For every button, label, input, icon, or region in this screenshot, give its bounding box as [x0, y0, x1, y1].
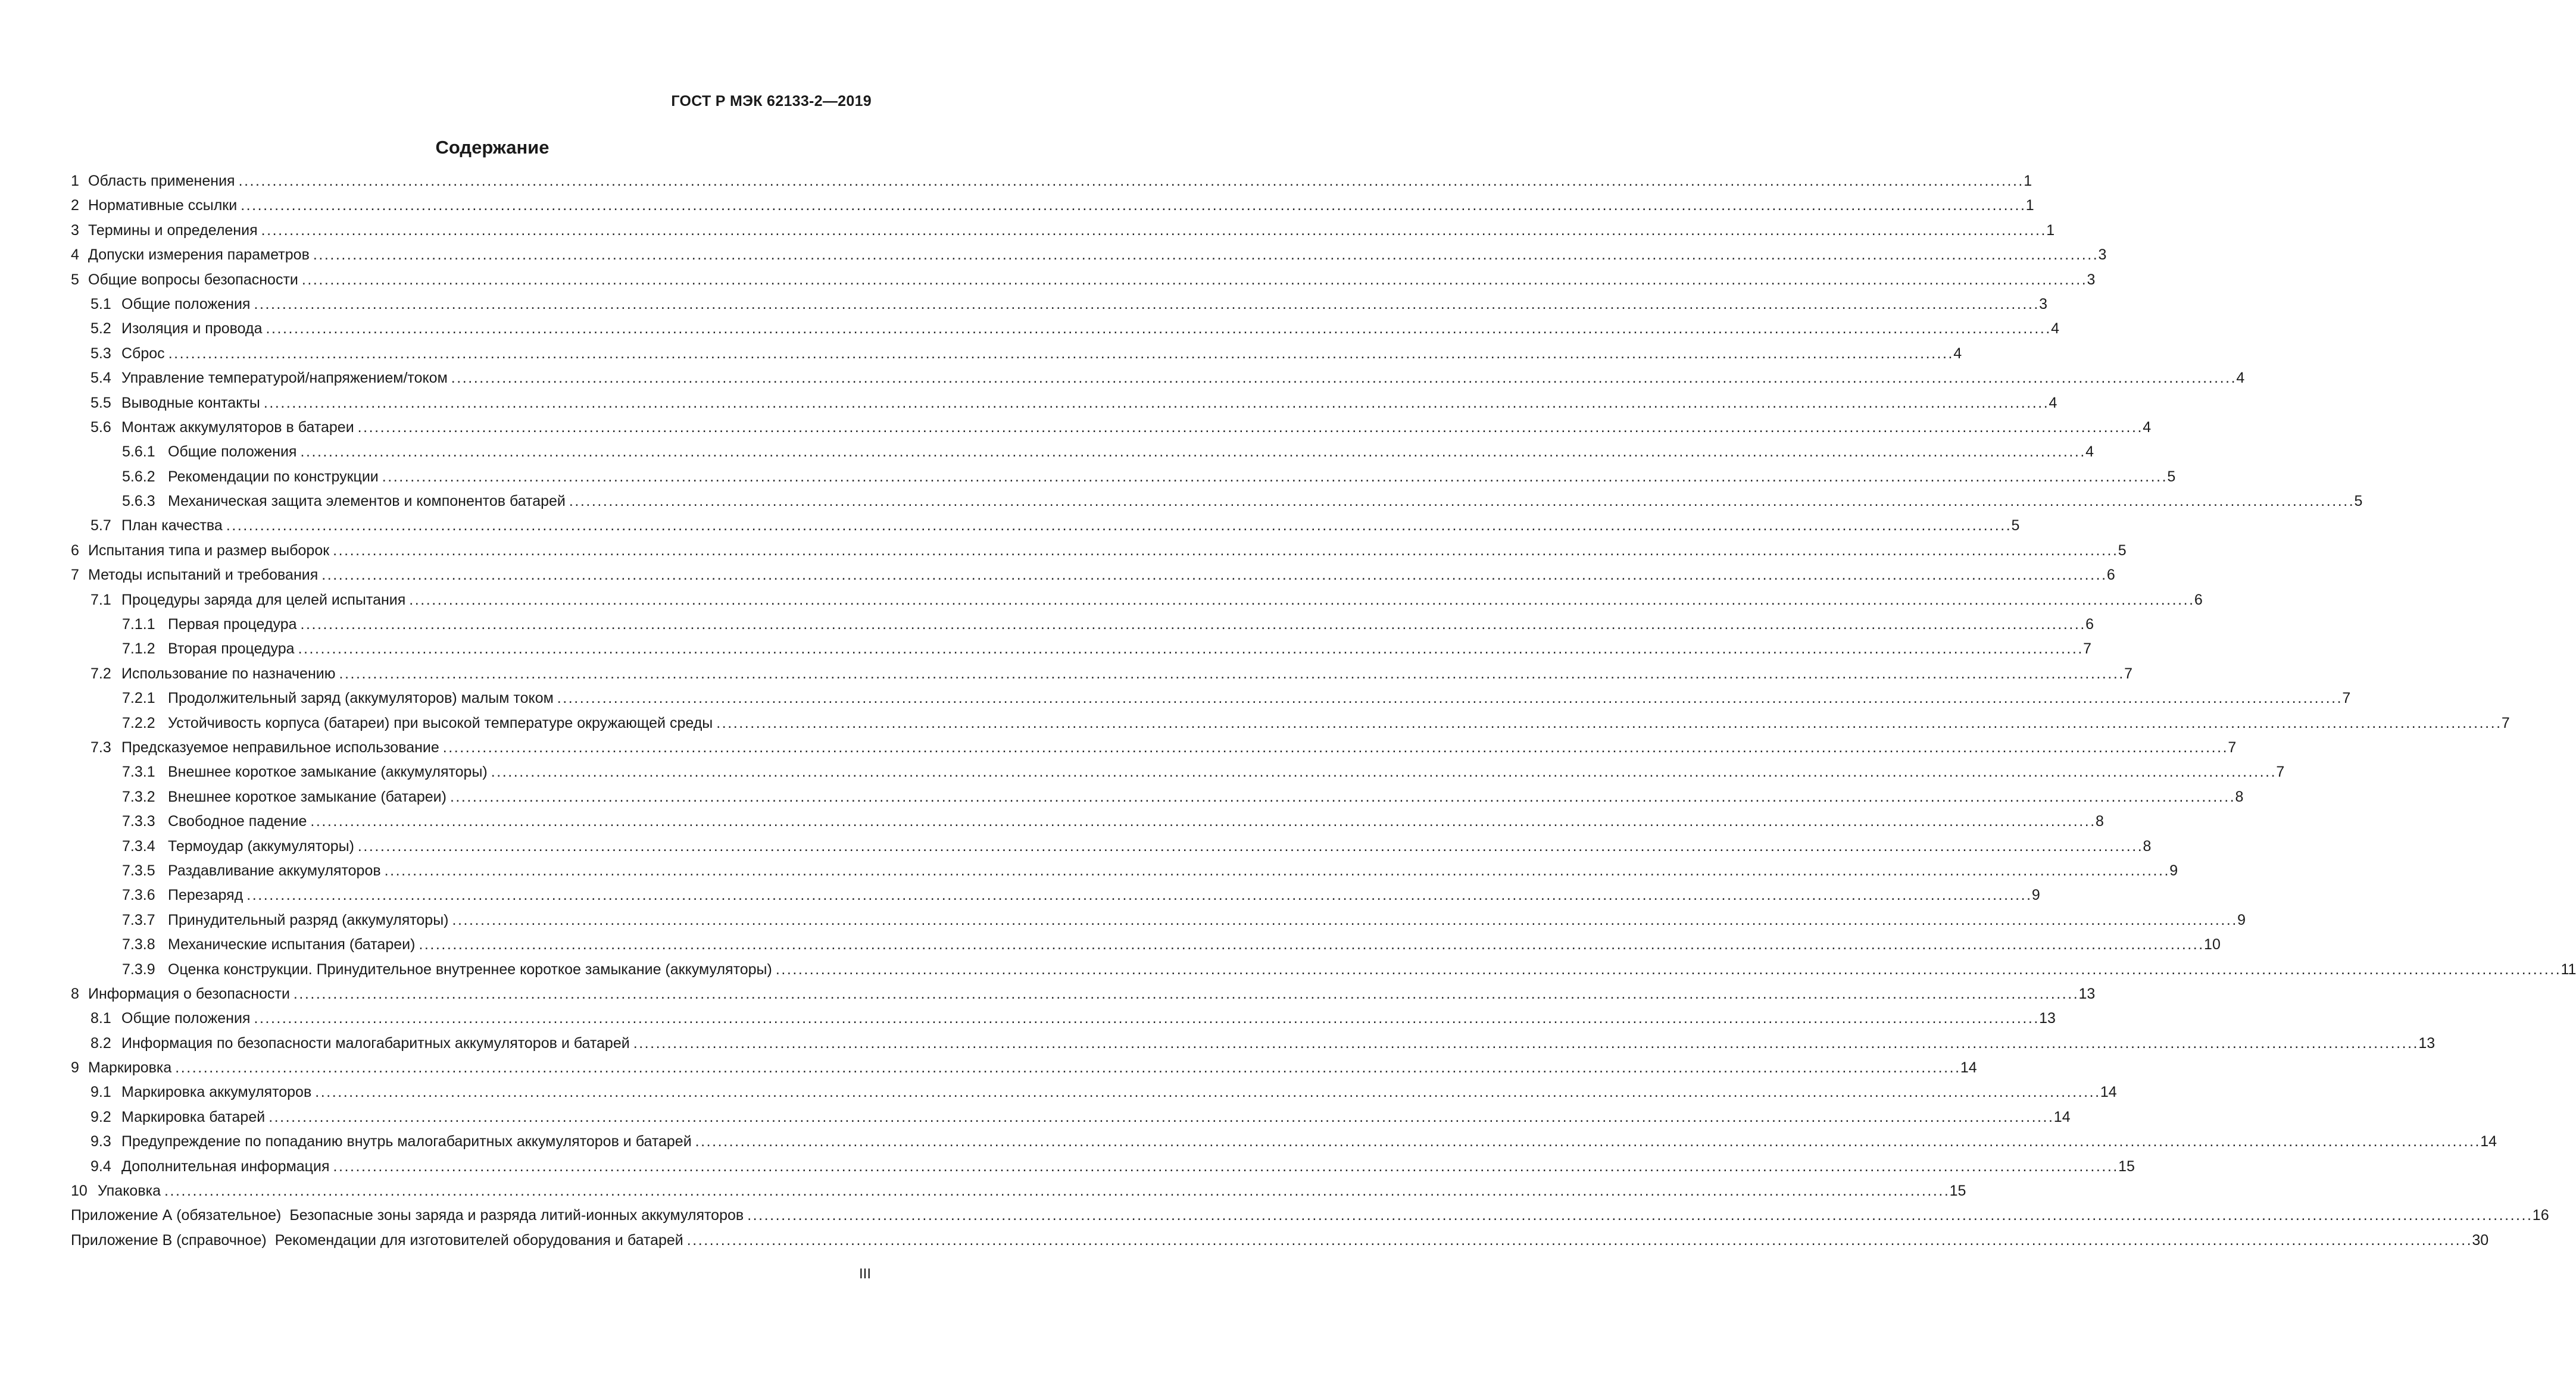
toc-entry-number: 8 — [71, 985, 79, 1002]
toc-entry-number: 5.1 — [90, 295, 111, 312]
toc-entry-page: 4 — [2051, 320, 2060, 337]
toc-leader-dots — [333, 1158, 2116, 1175]
toc-entry-title: Допуски измерения параметров — [88, 246, 310, 264]
toc-entry-page: 7 — [2276, 764, 2285, 781]
toc-leader-dots — [164, 1183, 1947, 1200]
toc-entry-title: Внешнее короткое замыкание (батареи) — [168, 788, 446, 805]
toc-leader-dots — [293, 986, 2077, 1003]
toc-leader-dots — [333, 542, 2116, 559]
toc-entry-number: 9.2 — [90, 1108, 111, 1125]
toc-entry[interactable] — [71, 345, 1962, 370]
toc-entry-page: 1 — [2024, 173, 2032, 189]
toc-entry[interactable] — [71, 616, 2094, 640]
toc-entry-page: 14 — [1960, 1059, 1977, 1077]
toc-entry-page: 16 — [2532, 1207, 2549, 1224]
toc-entry-number: 7.3.1 — [122, 764, 155, 781]
toc-entry-number: Приложение А (обязательное) — [71, 1207, 282, 1224]
toc-entry-number: 9.4 — [90, 1158, 111, 1175]
toc-leader-dots — [339, 665, 2122, 683]
toc-entry[interactable] — [71, 221, 2055, 246]
toc-entry-number: 8.1 — [90, 1010, 111, 1027]
toc-entry[interactable] — [71, 911, 2246, 936]
toc-entry[interactable] — [71, 1158, 2135, 1183]
toc-entry-title: Испытания типа и размер выборок — [88, 542, 330, 559]
toc-entry-page: 3 — [2087, 271, 2096, 288]
toc-entry-title: Изоляция и провода — [121, 320, 263, 337]
toc-entry-page: 30 — [2472, 1231, 2489, 1249]
toc-entry-page: 13 — [2039, 1010, 2056, 1027]
toc-entry-title: Упаковка — [98, 1183, 161, 1200]
toc-entry[interactable] — [71, 1207, 2549, 1231]
toc-entry-title: Маркировка — [88, 1059, 172, 1077]
toc-entry-title: Область применения — [88, 173, 235, 189]
toc-entry-title: Использование по назначению — [121, 665, 336, 682]
toc-entry-title: Выводные контакты — [121, 394, 260, 411]
toc-entry-title: Рекомендации по конструкции — [168, 468, 379, 485]
toc-entry[interactable] — [71, 542, 2127, 567]
toc-leader-dots — [168, 345, 1951, 362]
toc-entry-page: 13 — [2078, 985, 2096, 1002]
toc-leader-dots — [241, 197, 2024, 214]
toc-leader-dots — [313, 246, 2096, 264]
toc-entry-page: 6 — [2085, 616, 2094, 633]
toc-leader-dots — [443, 739, 2226, 756]
toc-entry[interactable] — [71, 739, 2237, 764]
toc-entry-title: Принудительный разряд (аккумуляторы) — [168, 911, 449, 928]
toc-entry-title: Продолжительный заряд (аккумуляторов) малым током — [168, 690, 554, 707]
toc-entry[interactable] — [71, 370, 2245, 394]
toc-entry[interactable] — [71, 295, 2047, 320]
toc-entry-number: 9.3 — [90, 1133, 111, 1150]
toc-entry[interactable] — [71, 1010, 2056, 1034]
toc-entry-page: 14 — [2480, 1133, 2497, 1150]
toc-entry-page: 5 — [2011, 517, 2020, 534]
toc-leader-dots — [300, 443, 2083, 461]
toc-entry[interactable] — [71, 567, 2115, 591]
toc-entry-number: 8.2 — [90, 1034, 111, 1052]
toc-entry-number: 5.6.1 — [122, 443, 155, 461]
toc-entry-number: 5.6.2 — [122, 468, 155, 485]
toc-entry-page: 14 — [2100, 1084, 2117, 1101]
toc-entry-page: 6 — [2194, 591, 2203, 608]
toc-leader-dots — [175, 1059, 1958, 1077]
toc-entry-page: 8 — [2096, 813, 2104, 830]
toc-entry-title: Дополнительная информация — [121, 1158, 330, 1175]
toc-entry-number: 7.3.2 — [122, 788, 155, 805]
toc-entry[interactable] — [71, 443, 2094, 468]
toc-entry-title: Нормативные ссылки — [88, 197, 238, 214]
toc-leader-dots — [261, 222, 2044, 239]
toc-leader-dots — [254, 1010, 2037, 1027]
toc-entry-page: 6 — [2106, 567, 2115, 584]
toc-entry[interactable] — [71, 690, 2351, 714]
toc-entry-page: 9 — [2237, 911, 2246, 928]
toc-leader-dots — [419, 936, 2202, 953]
toc-entry[interactable] — [71, 418, 2152, 443]
toc-entry-title: Перезаряд — [168, 887, 243, 904]
page-number: III — [858, 1266, 871, 1282]
toc-entry-page: 13 — [2418, 1034, 2436, 1052]
toc-entry-page: 5 — [2118, 542, 2127, 559]
toc-entry-number: 5.7 — [90, 517, 111, 534]
toc-entry-page: 9 — [2169, 862, 2178, 879]
toc-entry-page: 10 — [2204, 936, 2221, 953]
toc-entry-page: 7 — [2124, 665, 2132, 682]
toc-leader-dots — [491, 764, 2274, 781]
toc-entry-number: 5.2 — [90, 320, 111, 337]
toc-leader-dots — [226, 517, 2009, 534]
toc-entry[interactable] — [71, 764, 2285, 788]
toc-leader-dots — [776, 961, 2559, 978]
toc-entry[interactable] — [71, 1059, 1977, 1084]
toc-entry[interactable] — [71, 1133, 2497, 1158]
toc-leader-dots — [321, 567, 2104, 584]
toc-entry[interactable] — [71, 862, 2178, 887]
toc-entry-number: 7.1.2 — [122, 640, 155, 658]
toc-entry-number: 9 — [71, 1059, 79, 1077]
toc-leader-dots — [452, 912, 2235, 929]
toc-entry[interactable] — [71, 320, 2060, 345]
toc-entry-page: 3 — [2098, 246, 2107, 264]
toc-entry-title: Раздавливание аккумуляторов — [168, 862, 381, 879]
toc-leader-dots — [695, 1133, 2478, 1150]
toc-entry-title: Устойчивость корпуса (батареи) при высокой температуре окружающей среды — [168, 714, 713, 731]
toc-leader-dots — [450, 789, 2233, 806]
toc-entry-page: 8 — [2143, 837, 2152, 855]
toc-leader-dots — [298, 640, 2081, 658]
toc-entry-title: Информация о безопасности — [88, 985, 290, 1002]
toc-entry-title: Свободное падение — [168, 813, 307, 830]
toc-entry-number: 2 — [71, 197, 79, 214]
toc-entry-number: 7.1.1 — [122, 616, 155, 633]
toc-entry-title: Механические испытания (батареи) — [168, 936, 416, 953]
toc-entry-title: План качества — [121, 517, 223, 534]
toc-entry-title: Внешнее короткое замыкание (аккумуляторы) — [168, 764, 488, 781]
toc-entry-page: 11 — [2561, 961, 2576, 978]
toc-entry[interactable] — [71, 788, 2244, 813]
toc-entry-number: 7.2.2 — [122, 714, 155, 731]
toc-entry[interactable] — [71, 173, 2032, 197]
toc-leader-dots — [409, 592, 2192, 609]
toc-entry[interactable] — [71, 887, 2040, 911]
toc-entry[interactable] — [71, 1231, 2489, 1256]
toc-entry-page: 4 — [1953, 345, 1962, 362]
toc-entry-number: 7.2 — [90, 665, 111, 682]
toc-entry-page: 1 — [2025, 197, 2034, 214]
toc-entry[interactable] — [71, 985, 2096, 1010]
toc-entry[interactable] — [71, 640, 2092, 665]
toc-entry-page: 4 — [2049, 394, 2057, 411]
toc-entry-page: 8 — [2235, 788, 2244, 805]
toc-entry-number: 7.3.5 — [122, 862, 155, 879]
toc-leader-dots — [310, 813, 2093, 830]
toc-leader-dots — [687, 1232, 2470, 1249]
toc-entry-page: 15 — [1949, 1183, 1966, 1200]
toc-entry[interactable] — [71, 468, 2176, 493]
toc-entry-page: 3 — [2039, 295, 2047, 312]
toc-entry[interactable] — [71, 961, 2576, 986]
toc-entry-number: 5.6.3 — [122, 493, 155, 510]
toc-entry-number: Приложение В (справочное) — [71, 1231, 267, 1249]
toc-leader-dots — [246, 887, 2029, 904]
toc-leader-dots — [239, 173, 2022, 190]
table-of-contents — [71, 173, 2576, 1256]
toc-entry-number: 5.4 — [90, 370, 111, 387]
toc-entry[interactable] — [71, 936, 2221, 961]
toc-leader-dots — [266, 320, 2049, 337]
toc-leader-dots — [382, 468, 2165, 486]
toc-entry-number: 7.1 — [90, 591, 111, 608]
toc-entry-page: 4 — [2236, 370, 2245, 387]
toc-entry-title: Механическая защита элементов и компонентов батарей — [168, 493, 566, 510]
toc-leader-dots — [358, 838, 2141, 855]
toc-entry-page: 7 — [2228, 739, 2237, 756]
toc-entry-title: Общие положения — [121, 295, 251, 312]
toc-leader-dots — [254, 296, 2037, 313]
toc-entry[interactable] — [71, 271, 2096, 296]
toc-leader-dots — [557, 690, 2340, 707]
toc-entry-number: 6 — [71, 542, 79, 559]
toc-entry-title: Монтаж аккумуляторов в батареи — [121, 418, 354, 436]
toc-entry-number: 5.3 — [90, 345, 111, 362]
toc-entry-number: 7.3 — [90, 739, 111, 756]
toc-entry[interactable] — [71, 394, 2057, 419]
toc-entry-title: Вторая процедура — [168, 640, 295, 658]
toc-entry[interactable] — [71, 665, 2132, 690]
toc-entry-title: Общие положения — [121, 1010, 251, 1027]
toc-entry[interactable] — [71, 1034, 2436, 1059]
toc-leader-dots — [716, 715, 2499, 732]
toc-entry-page: 9 — [2031, 887, 2040, 904]
toc-entry-title: Термины и определения — [88, 221, 258, 239]
toc-entry-title: Общие вопросы безопасности — [88, 271, 298, 288]
toc-entry-page: 15 — [2118, 1158, 2135, 1175]
toc-entry-number: 1 — [71, 173, 79, 189]
toc-entry[interactable] — [71, 591, 2203, 616]
toc-entry[interactable] — [71, 813, 2104, 837]
toc-entry-page: 7 — [2501, 714, 2510, 731]
toc-entry-title: Безопасные зоны заряда и разряда литий-ионных аккумуляторов — [289, 1207, 744, 1224]
toc-entry[interactable] — [71, 714, 2510, 739]
toc-entry-title: Методы испытаний и требования — [88, 567, 319, 584]
toc-entry-title: Информация по безопасности малогабаритных аккумуляторов и батарей — [121, 1034, 630, 1052]
toc-entry-page: 5 — [2167, 468, 2176, 485]
toc-entry-title: Предупреждение по попаданию внутрь малогабаритных аккумуляторов и батарей — [121, 1133, 692, 1150]
toc-entry-number: 4 — [71, 246, 79, 264]
toc-leader-dots — [301, 616, 2084, 633]
toc-leader-dots — [747, 1207, 2530, 1224]
toc-entry-title: Рекомендации для изготовителей оборудования и батарей — [274, 1231, 683, 1249]
toc-entry-title: Процедуры заряда для целей испытания — [121, 591, 406, 608]
toc-leader-dots — [633, 1035, 2416, 1052]
toc-entry-number: 7.3.7 — [122, 911, 155, 928]
toc-entry-number: 7.3.4 — [122, 837, 155, 855]
toc-entry-number: 10 — [71, 1183, 88, 1200]
toc-leader-dots — [264, 395, 2047, 412]
toc-entry-title: Оценка конструкции. Принудительное внутреннее короткое замыкание (аккумуляторы) — [168, 961, 772, 978]
toc-entry-page: 4 — [2143, 418, 2152, 436]
toc-entry-page: 7 — [2342, 690, 2351, 707]
toc-entry-title: Управление температурой/напряжением/током — [121, 370, 448, 387]
toc-entry-title: Маркировка батарей — [121, 1108, 266, 1125]
toc-leader-dots — [315, 1084, 2098, 1101]
toc-entry-page: 7 — [2083, 640, 2092, 658]
toc-leader-dots — [302, 271, 2085, 289]
toc-entry[interactable] — [71, 1183, 1966, 1207]
toc-entry-number: 7.3.9 — [122, 961, 155, 978]
toc-entry-title: Термоудар (аккумуляторы) — [168, 837, 354, 855]
toc-entry-page: 4 — [2085, 443, 2094, 461]
toc-leader-dots — [268, 1109, 2052, 1126]
toc-leader-dots — [451, 370, 2234, 387]
toc-entry-number: 5.6 — [90, 418, 111, 436]
toc-entry-title: Общие положения — [168, 443, 297, 461]
toc-leader-dots — [385, 862, 2168, 880]
toc-entry[interactable] — [71, 197, 2034, 221]
toc-entry[interactable] — [71, 1084, 2117, 1108]
toc-entry-title: Маркировка аккумуляторов — [121, 1084, 312, 1101]
toc-entry-number: 7.3.8 — [122, 936, 155, 953]
toc-entry[interactable] — [71, 517, 2020, 542]
toc-entry[interactable] — [71, 1108, 2071, 1133]
toc-entry-number: 7 — [71, 567, 79, 584]
toc-entry-page: 1 — [2046, 221, 2055, 239]
toc-entry[interactable] — [71, 246, 2107, 271]
toc-entry-page: 14 — [2053, 1108, 2071, 1125]
toc-leader-dots — [569, 493, 2352, 510]
toc-entry-number: 9.1 — [90, 1084, 111, 1101]
toc-entry[interactable] — [71, 837, 2152, 862]
toc-title: Содержание — [435, 137, 549, 158]
toc-entry-number: 7.3.6 — [122, 887, 155, 904]
toc-entry-number: 7.3.3 — [122, 813, 155, 830]
toc-entry[interactable] — [71, 493, 2363, 517]
toc-entry-number: 7.2.1 — [122, 690, 155, 707]
toc-entry-title: Сброс — [121, 345, 165, 362]
toc-entry-title: Первая процедура — [168, 616, 297, 633]
toc-leader-dots — [358, 419, 2141, 436]
toc-entry-title: Предсказуемое неправильное использование — [121, 739, 439, 756]
toc-entry-page: 5 — [2354, 493, 2363, 510]
toc-entry-number: 5.5 — [90, 394, 111, 411]
toc-entry-number: 5 — [71, 271, 79, 288]
document-code: ГОСТ Р МЭК 62133-2—2019 — [671, 93, 872, 110]
toc-entry-number: 3 — [71, 221, 79, 239]
